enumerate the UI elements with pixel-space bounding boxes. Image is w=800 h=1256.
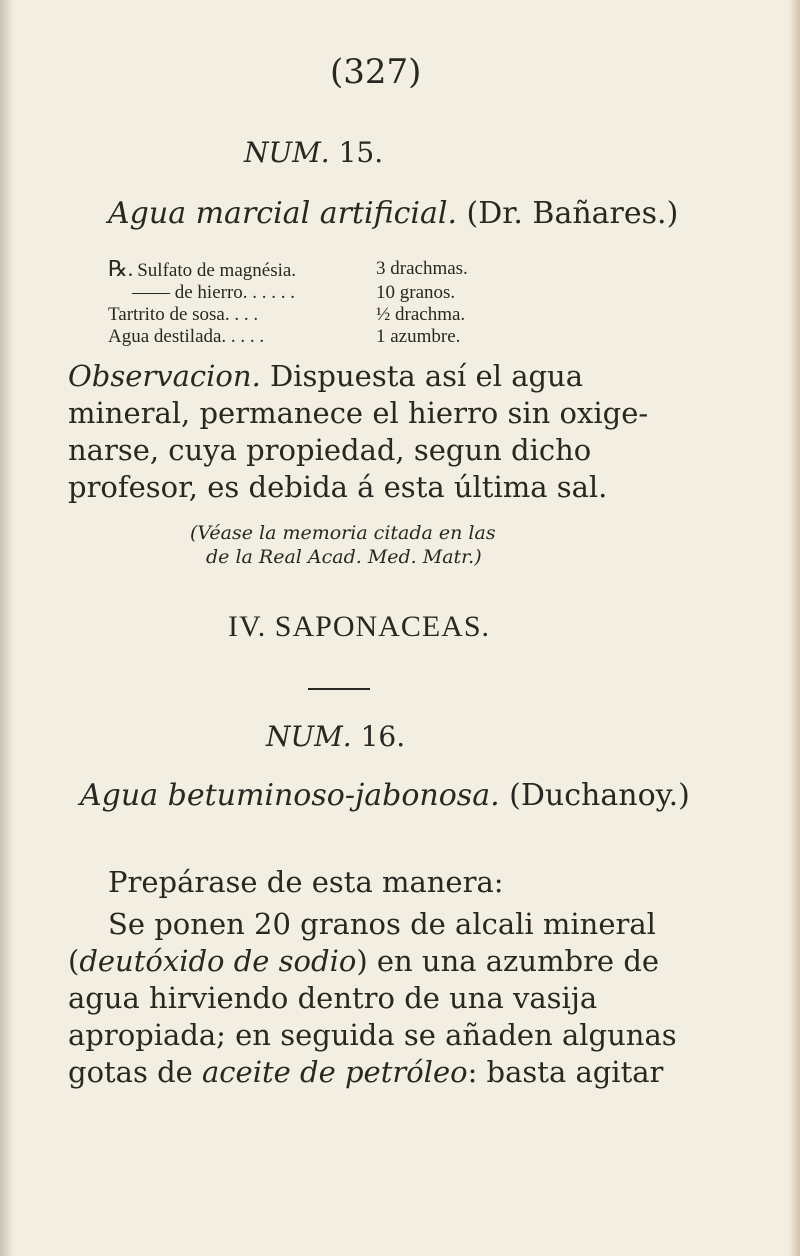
observation-line: narse, cuya propiedad, segun dicho: [68, 433, 592, 467]
recipe-title-italic: Agua marcial artificial.: [108, 196, 457, 231]
reference-line: de la Real Acad. Med. Matr.): [206, 546, 482, 568]
ingredient-name: Agua destilada. . . . .: [108, 326, 265, 347]
preparation-line: apropiada; en seguida se añaden algunas: [68, 1018, 677, 1052]
section-heading: IV. SAPONACEAS.: [228, 610, 491, 643]
ingredient-name: ℞. Sulfato de magnésia.: [108, 256, 297, 281]
page-number: (327): [330, 52, 422, 92]
chemical-name: aceite de petróleo: [202, 1055, 468, 1089]
intro-line: Prepárase de esta manera:: [108, 865, 504, 899]
preparation-line: (deutóxido de sodio) en una azumbre de: [68, 944, 660, 978]
page-edge-right: [788, 0, 800, 1256]
ingredient-qty: 3 drachmas.: [376, 258, 468, 279]
observation-line: Observacion. Dispuesta así el agua: [68, 359, 584, 393]
reference-line: (Véase la memoria citada en las: [190, 522, 496, 544]
num-value: 16.: [360, 720, 406, 753]
ingredient-row: [108, 258, 468, 282]
ingredient-row: [108, 304, 468, 326]
recipe-16-number: [266, 720, 405, 753]
ingredient-row: [108, 282, 468, 304]
recipe-author: (Dr. Bañares.): [466, 196, 679, 231]
preparation-line: agua hirviendo dentro de una vasija: [68, 981, 598, 1015]
recipe-15-number: [244, 136, 383, 169]
observation-line: mineral, permanece el hierro sin oxige-: [68, 396, 649, 430]
rx-symbol: ℞.: [108, 256, 134, 281]
recipe-author: (Duchanoy.): [509, 778, 690, 813]
preparation-paragraph: [68, 906, 748, 1091]
ingredient-row: [108, 326, 468, 348]
num-label: NUM.: [244, 136, 330, 169]
ingredient-qty: 1 azumbre.: [376, 326, 461, 347]
observation-paragraph: [68, 358, 748, 506]
preparation-line: gotas de aceite de petróleo: basta agitar: [68, 1055, 664, 1089]
num-value: 15.: [338, 136, 384, 169]
observation-line: profesor, es debida á esta última sal.: [68, 470, 608, 504]
section-divider: [308, 688, 370, 690]
observation-label: Observacion.: [68, 359, 261, 393]
page-edge-left: [0, 0, 14, 1256]
recipe-title-italic: Agua betuminoso-jabonosa.: [80, 778, 500, 813]
chemical-name: deutóxido de sodio: [79, 944, 357, 978]
ingredient-qty: ½ drachma.: [376, 304, 466, 325]
prescription-table: [108, 258, 468, 348]
ingredient-name: Tartrito de sosa. . . .: [108, 304, 259, 325]
ingredient-name: —— de hierro. . . . . .: [132, 282, 296, 303]
num-label: NUM.: [266, 720, 352, 753]
ingredient-qty: 10 granos.: [376, 282, 456, 303]
recipe-16-title: [80, 778, 690, 813]
recipe-15-title: [108, 196, 678, 231]
preparation-line: Se ponen 20 granos de alcali mineral: [108, 907, 656, 941]
